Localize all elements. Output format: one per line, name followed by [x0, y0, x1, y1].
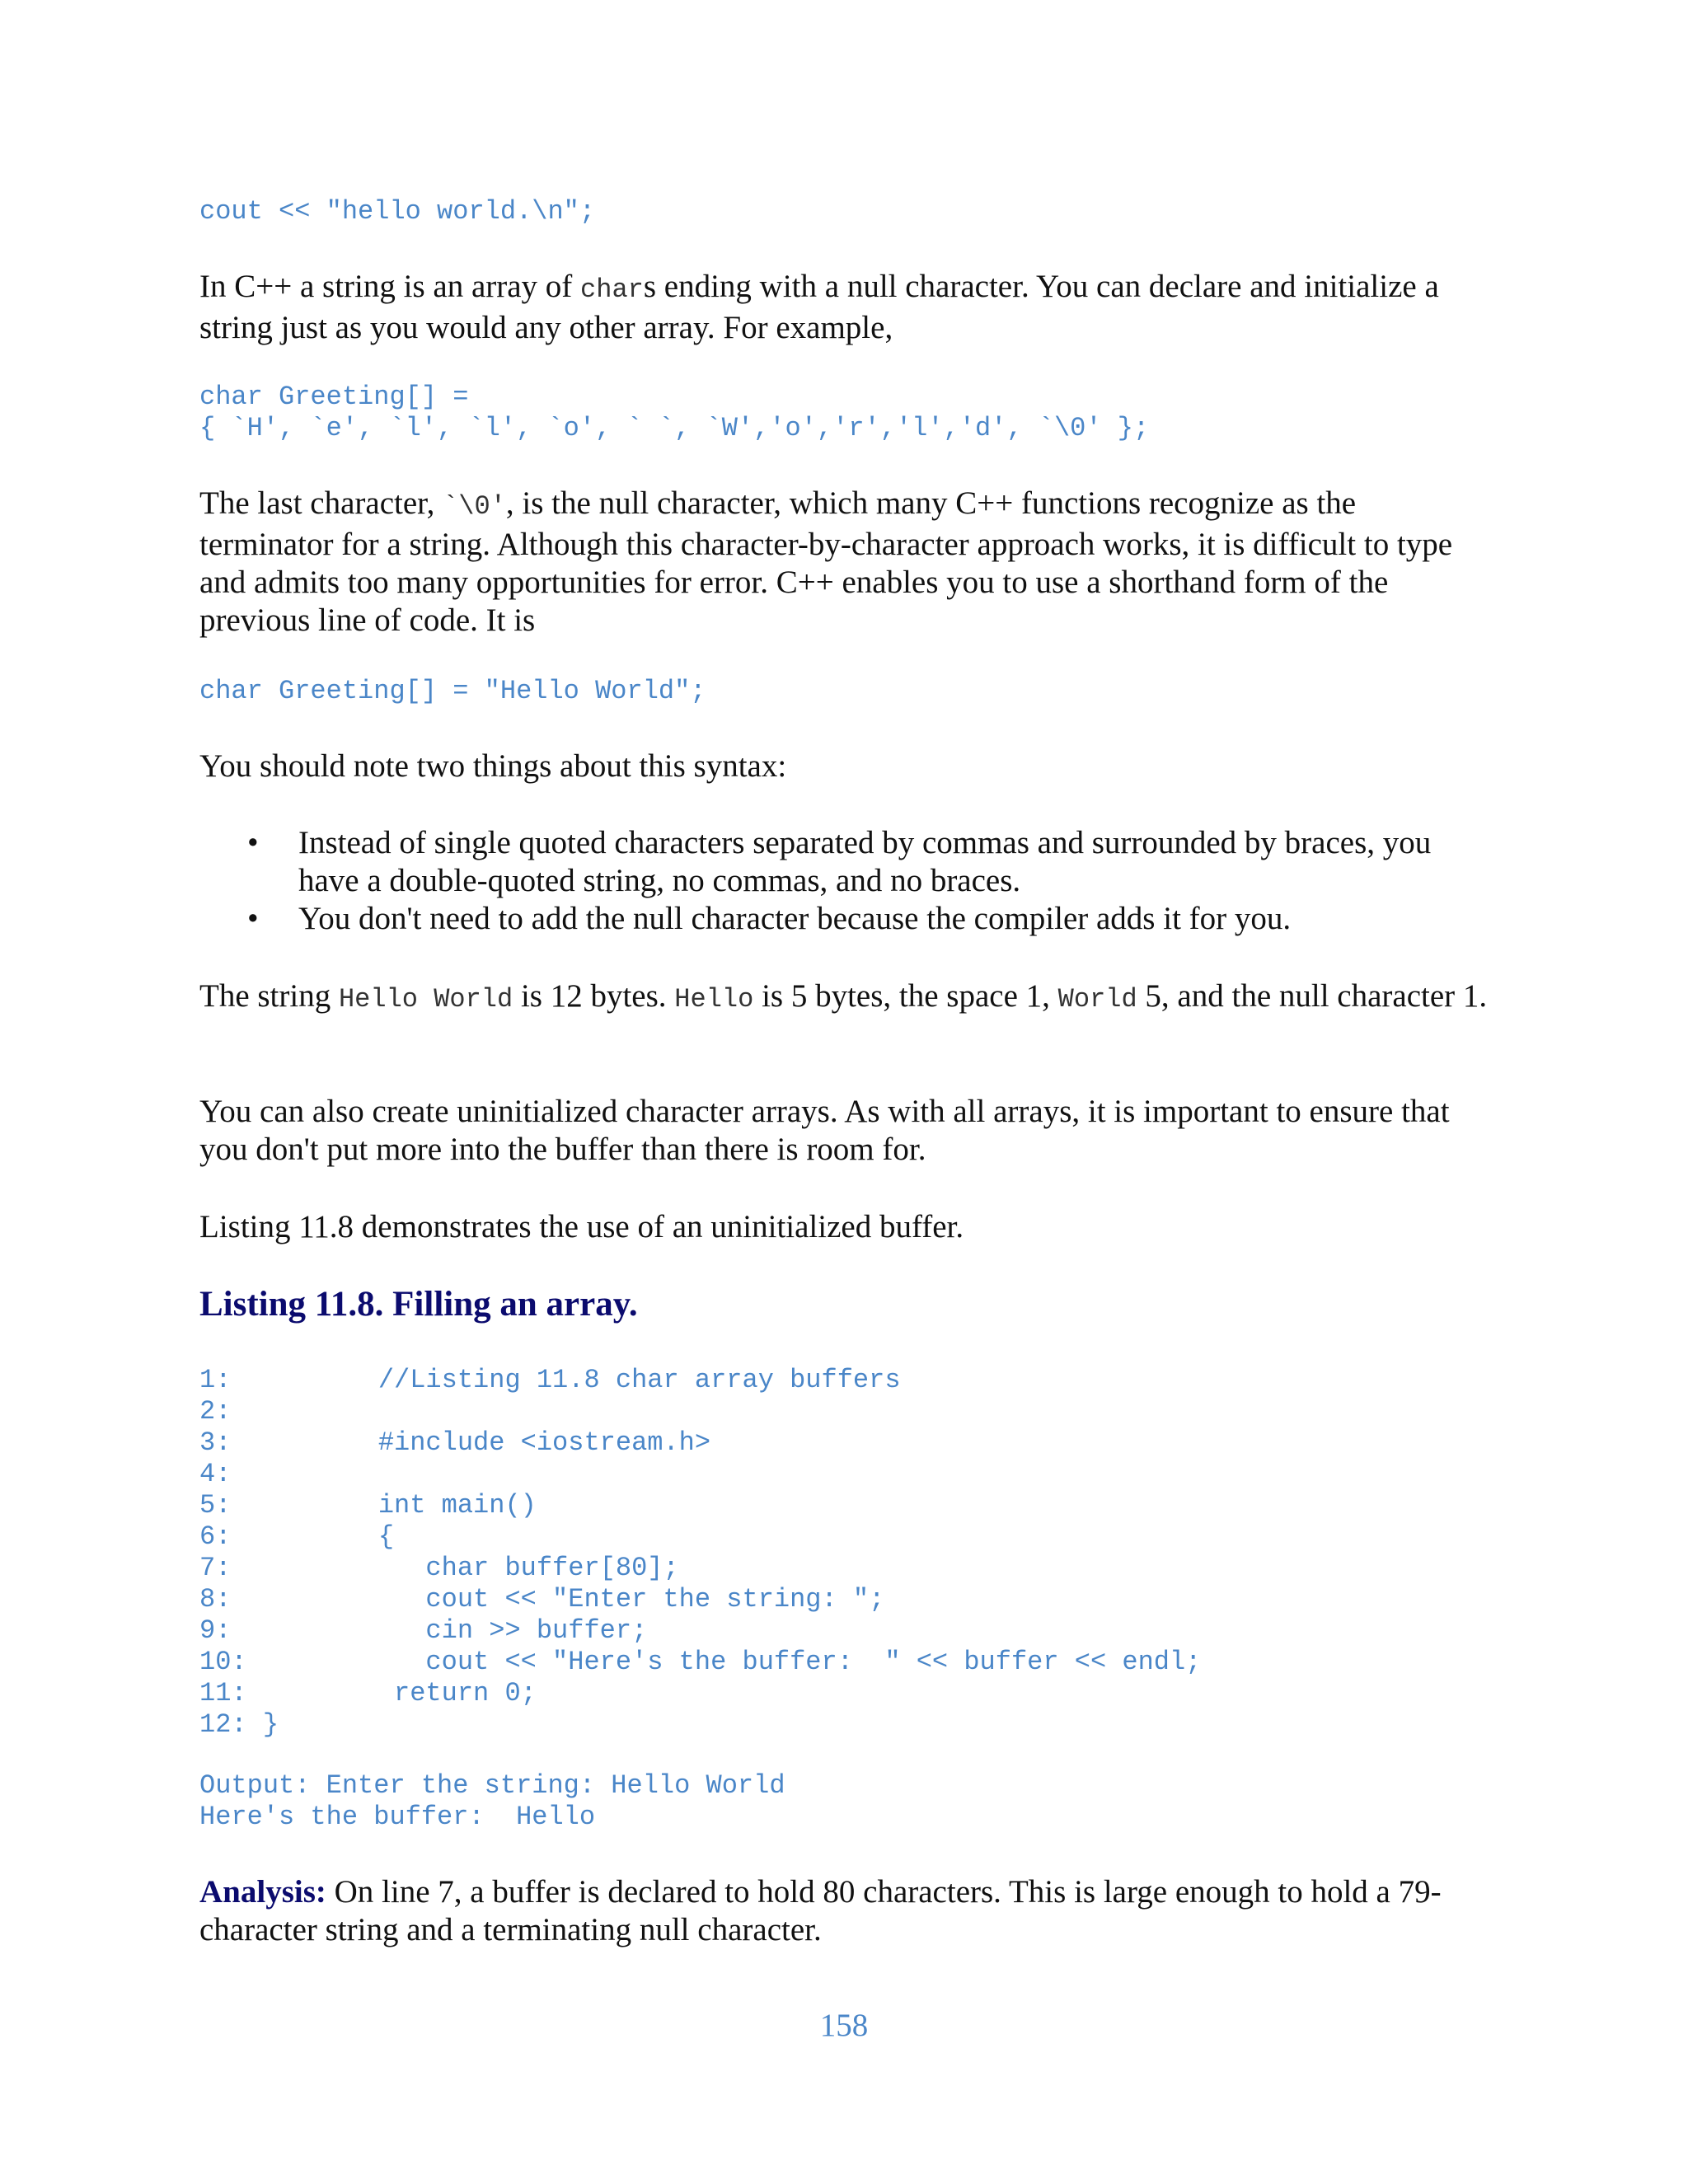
text: s ending with a null character. You can declare and initialize a string just as you would any other array. For example,	[199, 269, 1439, 345]
analysis-label: Analysis:	[199, 1874, 326, 1910]
text: is 12 bytes.	[513, 978, 675, 1014]
paragraph-uninitialized: You can also create uninitialized character arrays. As with all arrays, it is important to ensure that you don't put more into the buffer than there is room for.	[199, 1094, 1450, 1167]
line-number: 12:	[199, 1709, 247, 1740]
bullet-dot-icon: •	[247, 901, 259, 936]
code-line	[199, 1490, 1201, 1521]
line-number: 3:	[199, 1427, 232, 1458]
line-code: }	[246, 1709, 279, 1740]
bullet-item	[199, 824, 1493, 900]
line-code: #include <iostream.h>	[315, 1427, 711, 1458]
inline-code-hello-world: Hello World	[338, 984, 513, 1015]
bullet-list	[199, 824, 1493, 938]
line-number: 10:	[199, 1647, 247, 1677]
code-line	[199, 1647, 1201, 1678]
paragraph-analysis	[199, 1873, 1493, 1949]
code-line	[199, 1459, 1201, 1490]
text: In C++ a string is an array of	[199, 269, 581, 304]
paragraph-string-definition	[199, 268, 1493, 347]
text: , is the null character, which many C++ functions recognize as the terminator for a string. Although this character-by-character approach works, it is difficult to type and admits too many opportunities for error. C++ enables you to use a shorthand form of the previous line of code. It is	[199, 485, 1453, 638]
line-code: cin >> buffer;	[315, 1615, 648, 1646]
code-line	[199, 1584, 1201, 1615]
line-code: {	[315, 1521, 395, 1552]
inline-code-world: World	[1057, 984, 1137, 1015]
inline-code-hello: Hello	[674, 984, 754, 1015]
analysis-text: On line 7, a buffer is declared to hold 80 characters. This is large enough to hold a 79-character string and a terminating null character.	[199, 1874, 1442, 1947]
code-cout-hello: cout << "hello world.\n";	[199, 196, 596, 227]
line-number: 11:	[199, 1678, 247, 1708]
code-line	[199, 1678, 1201, 1709]
paragraph-null-character	[199, 485, 1493, 640]
code-listing	[199, 1365, 1201, 1741]
line-code: cout << "Here's the buffer: " << buffer << endl;	[315, 1647, 1202, 1677]
code-line	[199, 1553, 1201, 1584]
bullet-item	[199, 900, 1493, 938]
code-line	[199, 1396, 1201, 1427]
line-number: 5:	[199, 1490, 232, 1521]
line-number: 8:	[199, 1584, 232, 1615]
paragraph-note-syntax: You should note two things about this syntax:	[199, 748, 787, 784]
line-number: 6:	[199, 1521, 232, 1552]
text: is 5 bytes, the space 1,	[753, 978, 1058, 1014]
code-line	[199, 1427, 1201, 1459]
inline-code-char: char	[580, 274, 644, 305]
text: The string	[199, 978, 339, 1014]
line-number: 1:	[199, 1365, 232, 1395]
bullet-dot-icon: •	[247, 825, 259, 860]
line-number: 7:	[199, 1553, 232, 1583]
line-number: 9:	[199, 1615, 232, 1646]
line-code: cout << "Enter the string: ";	[315, 1584, 885, 1615]
paragraph-listing-intro: Listing 11.8 demonstrates the use of an uninitialized buffer.	[199, 1209, 964, 1244]
text: The last character,	[199, 485, 443, 521]
bullet-text: You don't need to add the null character because the compiler adds it for you.	[298, 901, 1292, 936]
page-number: 158	[819, 2008, 869, 2043]
line-code: char buffer[80];	[315, 1553, 679, 1583]
code-line	[199, 1365, 1201, 1396]
code-greeting-array: char Greeting[] = { `H', `e', `l', `l', `o', ` `, `W','o','r','l','d', `\0' };	[199, 382, 1150, 443]
line-code: int main()	[315, 1490, 537, 1521]
text: 5, and the null character 1.	[1137, 978, 1488, 1014]
bullet-text: Instead of single quoted characters separated by commas and surrounded by braces, you have a double-quoted string, no commas, and no braces.	[298, 825, 1432, 898]
line-number: 2:	[199, 1396, 232, 1427]
line-number: 4:	[199, 1459, 232, 1489]
code-line	[199, 1709, 1201, 1741]
code-line	[199, 1521, 1201, 1553]
line-code: return 0;	[315, 1678, 537, 1708]
code-line	[199, 1615, 1201, 1647]
listing-title: Listing 11.8. Filling an array.	[199, 1285, 638, 1324]
inline-code-null: `\0'	[443, 491, 506, 522]
line-code: //Listing 11.8 char array buffers	[315, 1365, 901, 1395]
code-greeting-string: char Greeting[] = "Hello World";	[199, 676, 706, 706]
program-output: Output: Enter the string: Hello World Here's the buffer: Hello	[199, 1770, 785, 1832]
paragraph-string-size	[199, 977, 1493, 1019]
